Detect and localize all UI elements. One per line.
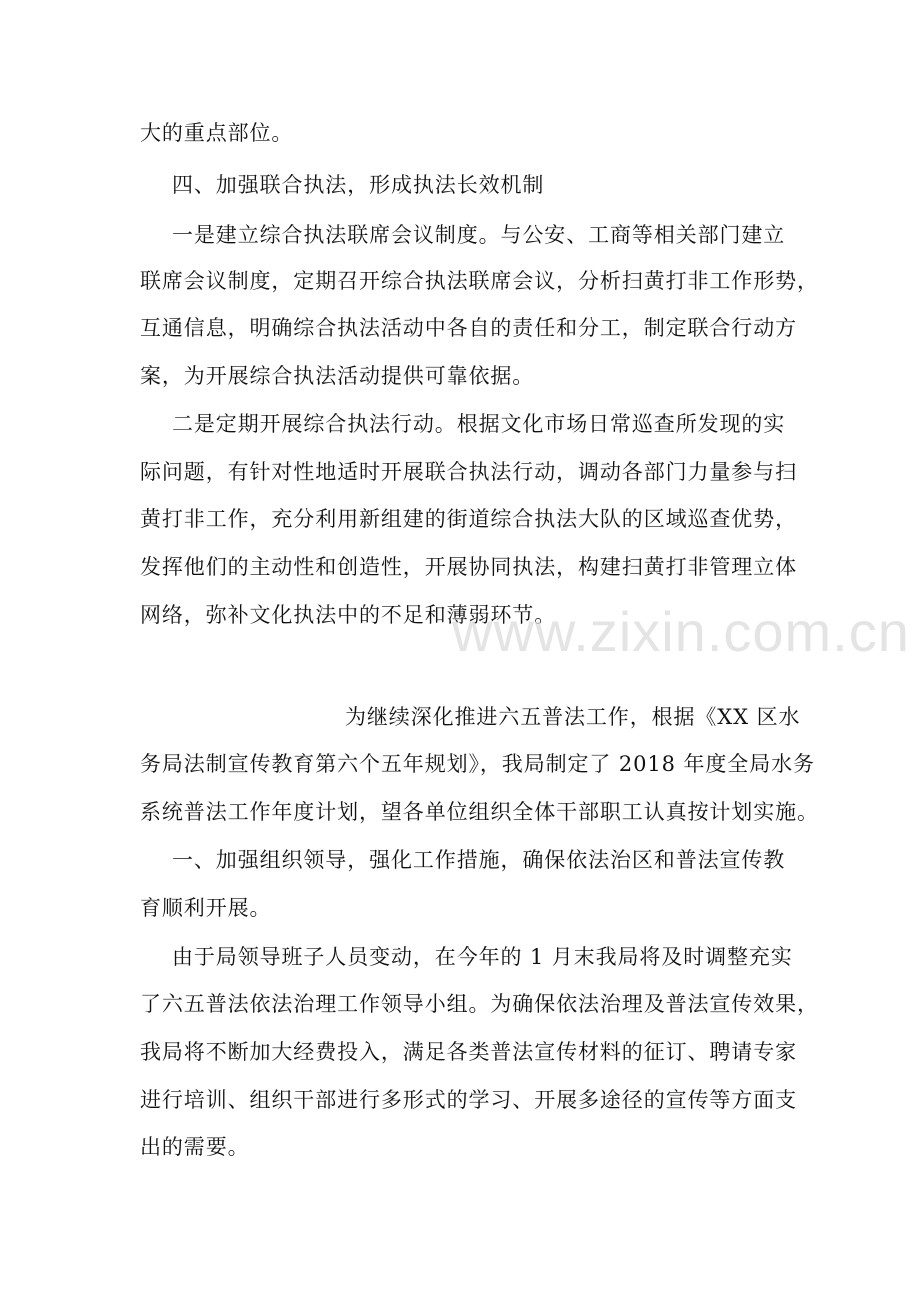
paragraph-line: 系统普法工作年度计划，望各单位组织全体干部职工认真按计划实施。 [140,800,819,824]
paragraph-line: 一是建立综合执法联席会议制度。与公安、工商等相关部门建立 [172,223,786,247]
paragraph-line: 进行培训、组织干部进行多形式的学习、开展多途径的宣传等方面支 [140,1088,797,1112]
site-watermark: www.zixin.com.cn [452,600,910,663]
paragraph-line: 我局将不断加大经费投入，满足各类普法宣传材料的征订、聘请专家 [140,1040,797,1064]
paragraph-line: 由于局领导班子人员变动，在今年的 1 月末我局将及时调整充实 [172,945,793,969]
paragraph-line: 为继续深化推进六五普法工作，根据《XX 区水 [345,705,801,729]
paragraph-line: 发挥他们的主动性和创造性，开展协同执法，构建扫黄打非管理立体 [140,555,797,579]
paragraph-line: 育顺利开展。 [140,896,272,920]
paragraph-line: 务局法制宣传教育第六个五年规划》，我局制定了 2018 年度全局水务 [140,752,815,776]
paragraph-line: 案，为开展综合执法活动提供可靠依据。 [140,364,535,388]
paragraph-line: 互通信息，明确综合执法活动中各自的责任和分工，制定联合行动方 [140,316,797,340]
paragraph-line: 际问题，有针对性地适时开展联合执法行动，调动各部门力量参与扫 [140,460,797,484]
section-heading: 四、加强联合执法，形成执法长效机制 [172,173,545,197]
paragraph-line: 了六五普法依法治理工作领导小组。为确保依法治理及普法宣传效果， [140,992,819,1016]
paragraph-line: 大的重点部位。 [140,121,294,145]
paragraph-line: 出的需要。 [140,1135,250,1159]
paragraph-line: 二是定期开展综合执法行动。根据文化市场日常巡查所发现的实 [172,412,786,436]
paragraph-line: 网络，弥补文化执法中的不足和薄弱环节。 [140,603,557,627]
paragraph-line: 联席会议制度，定期召开综合执法联席会议，分析扫黄打非工作形势， [140,269,819,293]
paragraph-line: 黄打非工作，充分利用新组建的街道综合执法大队的区域巡查优势， [140,507,797,531]
section-heading: 一、加强组织领导，强化工作措施，确保依法治区和普法宣传教 [172,848,786,872]
